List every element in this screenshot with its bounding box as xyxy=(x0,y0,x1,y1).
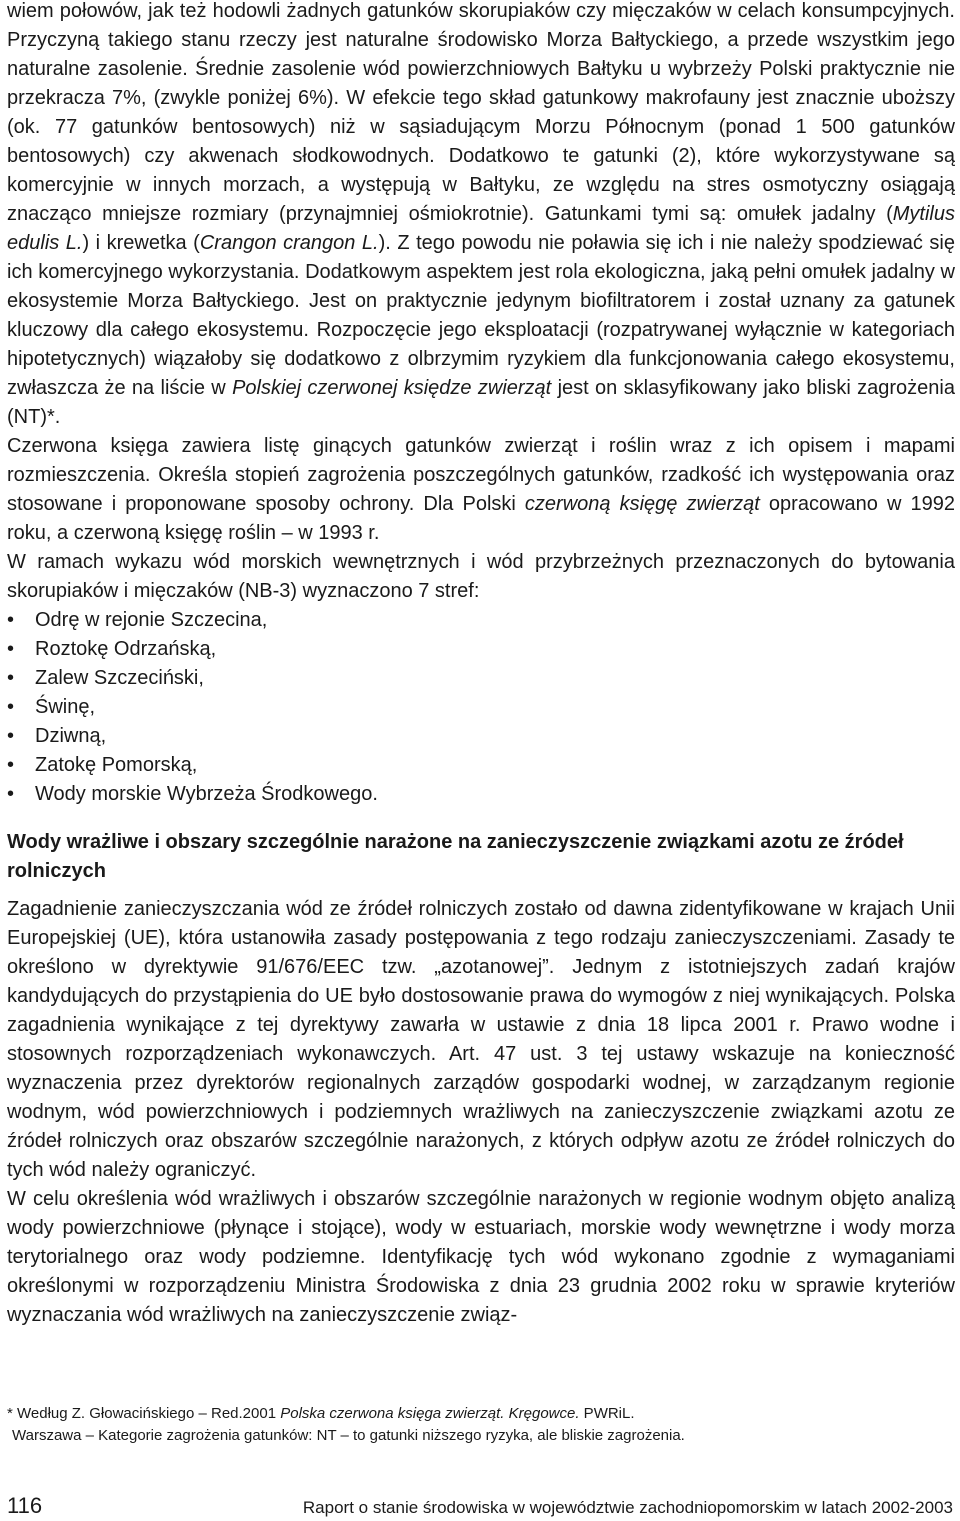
page-number: 116 xyxy=(7,1493,43,1518)
intro-paragraph-2 xyxy=(7,432,955,548)
bullet-icon: • xyxy=(7,783,15,805)
list-item xyxy=(7,635,955,664)
zone-label: Świnę, xyxy=(35,696,96,718)
section-text xyxy=(7,895,955,1330)
zone-label: Wody morskie Wybrzeża Środkowego. xyxy=(35,783,378,805)
list-item xyxy=(7,606,955,635)
zone-label: Dziwną, xyxy=(35,725,107,747)
section-paragraph-1: Zagadnienie zanieczyszczania wód ze źródeł rolniczych zostało od dawna zidentyfikowane w krajach Unii Europejskiej (UE), która ustanowiła zasady postępowania z tego rodzaju zanieczyszczeniami. Zasady te określono w dyrektywie 91/676/EEC tzw. „azotanowej”. Jednym z istotniejszych zadań krajów kandydujących do przystąpienia do UE było dostosowanie prawa do wymogów z niej wynikających. Polska zagadnienia wynikające z tej dyrektywy zawarła w ustawie z dnia 18 lipca 2001 r. Prawo wodne i stosownych rozporządzeniach wykonawczych. Art. 47 ust. 3 tej ustawy wskazuje na konieczność wyznaczenia przez dyrektorów regionalnych zarządów gospodarki wodnej, w zarządzanym regionie wodnym, wód powierzchniowych i podziemnych wrażliwych na zanieczyszczenie związkami azotu ze źródeł rolniczych oraz obszarów szczególnie narażonych, z których odpływ azotu ze źródeł rolniczych do tych wód należy ograniczyć. xyxy=(7,898,955,1181)
footnote-line-2: Warszawa – Kategorie zagrożenia gatunków: NT – to gatunki niższego ryzyka, ale bliskie zagrożenia. xyxy=(12,1427,685,1444)
zone-label: Roztokę Odrzańską, xyxy=(35,638,217,660)
list-item xyxy=(7,693,955,722)
intro-paragraph-1 xyxy=(7,0,955,432)
section-paragraph-2: W celu określenia wód wrażliwych i obszarów szczególnie narażonych w regionie wodnym objęto analizą wody powierzchniowe (płynące i stojące), wody w estuariach, morskie wody wewnętrzne i wody morza terytorialnego oraz wody podziemne. Identyfikację tych wód wykonano zgodnie z wymaganiami określonymi w rozporządzeniu Ministra Środowiska z dnia 23 grudnia 2002 roku w sprawie kryteriów wyznaczania wód wrażliwych na zanieczyszczenie związ- xyxy=(7,1188,955,1326)
bullet-icon: • xyxy=(7,638,15,660)
text-run: jest on sklasyfikowany jako bliski zagrożenia (NT)*. xyxy=(7,377,955,428)
bullet-icon: • xyxy=(7,667,15,689)
zone-label: Zatokę Pomorską, xyxy=(35,754,198,776)
bullet-icon: • xyxy=(7,696,15,718)
zone-label: Zalew Szczeciński, xyxy=(35,667,204,689)
intro-text xyxy=(7,0,955,606)
section-heading: Wody wrażliwe i obszary szczególnie narażone na zanieczyszczenie związkami azotu ze źródeł rolniczych xyxy=(7,831,904,882)
zone-list xyxy=(7,606,955,809)
list-item xyxy=(7,664,955,693)
text-run: ). Z tego powodu nie poławia się ich i nie należy spodziewać się ich komercyjnego wykorzystania. Dodatkowym aspektem jest rola ekologiczna, jaką pełni omułek jadalny w ekosystemie Morza Bałtyckiego. Jest on praktycznie jedynym biofiltratorem i został uznany za gatunek kluczowy dla całego ekosystemu. Rozpoczęcie jego eksploatacji (rozpatrywanej wyłącznie w kategoriach hipotetycznych) wiązałoby się dodatkowo z olbrzymim ryzykiem dla funkcjonowania całego ekosystemu, zwłaszcza że na liście w xyxy=(7,232,955,399)
bullet-icon: • xyxy=(7,754,15,776)
text-run: ) i krewetka ( xyxy=(82,232,200,254)
intro-paragraph-3: W ramach wykazu wód morskich wewnętrznych i wód przybrzeżnych przeznaczonych do bytowania skorupiaków i mięczaków (NB-3) wyznaczono 7 stref: xyxy=(7,551,955,602)
footnote xyxy=(7,1403,955,1447)
list-item xyxy=(7,751,955,780)
text-run: Czerwona księga zawiera listę ginących gatunków zwierząt i roślin wraz z ich opisem i mapami rozmieszczenia. Określa stopień zagrożenia poszczególnych gatunków, rzadkość ich występowania oraz stosowane i proponowane sposoby ochrony. Dla Polski xyxy=(7,435,955,515)
zone-label: Odrę w rejonie Szczecina, xyxy=(35,609,268,631)
species-name: Crangon crangon L. xyxy=(199,232,379,254)
text-run: opracowano w 1992 roku, a czerwoną księgę roślin – w 1993 r. xyxy=(7,493,955,544)
bullet-icon: • xyxy=(7,609,15,631)
text-run: wiem połowów, jak też hodowli żadnych gatunków skorupiaków czy mięczaków w celach konsumpcyjnych. Przyczyną takiego stanu rzeczy jest naturalne środowisko Morza Bałtyckiego, a przede wszystkim jego naturalne zasolenie. Średnie zasolenie wód powierzchniowych Bałtyku u wybrzeży Polski praktycznie nie przekracza 7%, (zwykle poniżej 6%). W efekcie tego skład gatunkowy makrofauny jest znacznie uboższy (ok. 77 gatunków bentosowych) niż w sąsiadującym Morzu Północnym (ponad 1 500 gatunków bentosowych) czy akwenach słodkowodnych. Dodatkowo te gatunki (2), które wykorzystywane są komercyjnie w innych morzach, a występują w Bałtyku, ze względu na stres osmotyczny osiągają znacząco mniejsze rozmiary (przynajmniej ośmiokrotnie). Gatunkami tymi są: omułek jadalny ( xyxy=(7,0,955,225)
bullet-icon: • xyxy=(7,725,15,747)
footnote-line-1 xyxy=(7,1403,955,1425)
running-title: Raport o stanie środowiska w województwie zachodniopomorskim w latach 2002-2003 xyxy=(302,1498,953,1517)
text-run: PWRiL. xyxy=(579,1405,635,1422)
book-title: czerwoną księgę zwierząt xyxy=(524,493,760,515)
text-run: * Według Z. Głowacińskiego – Red.2001 xyxy=(7,1405,281,1422)
book-title: Polskiej czerwonej księdze zwierząt xyxy=(232,377,552,399)
species-name: Mytilus edulis L. xyxy=(7,203,955,254)
list-item xyxy=(7,722,955,751)
page-footer xyxy=(7,1493,953,1519)
book-title: Polska czerwona księga zwierząt. Kręgowce. xyxy=(280,1405,580,1422)
list-item xyxy=(7,780,955,809)
